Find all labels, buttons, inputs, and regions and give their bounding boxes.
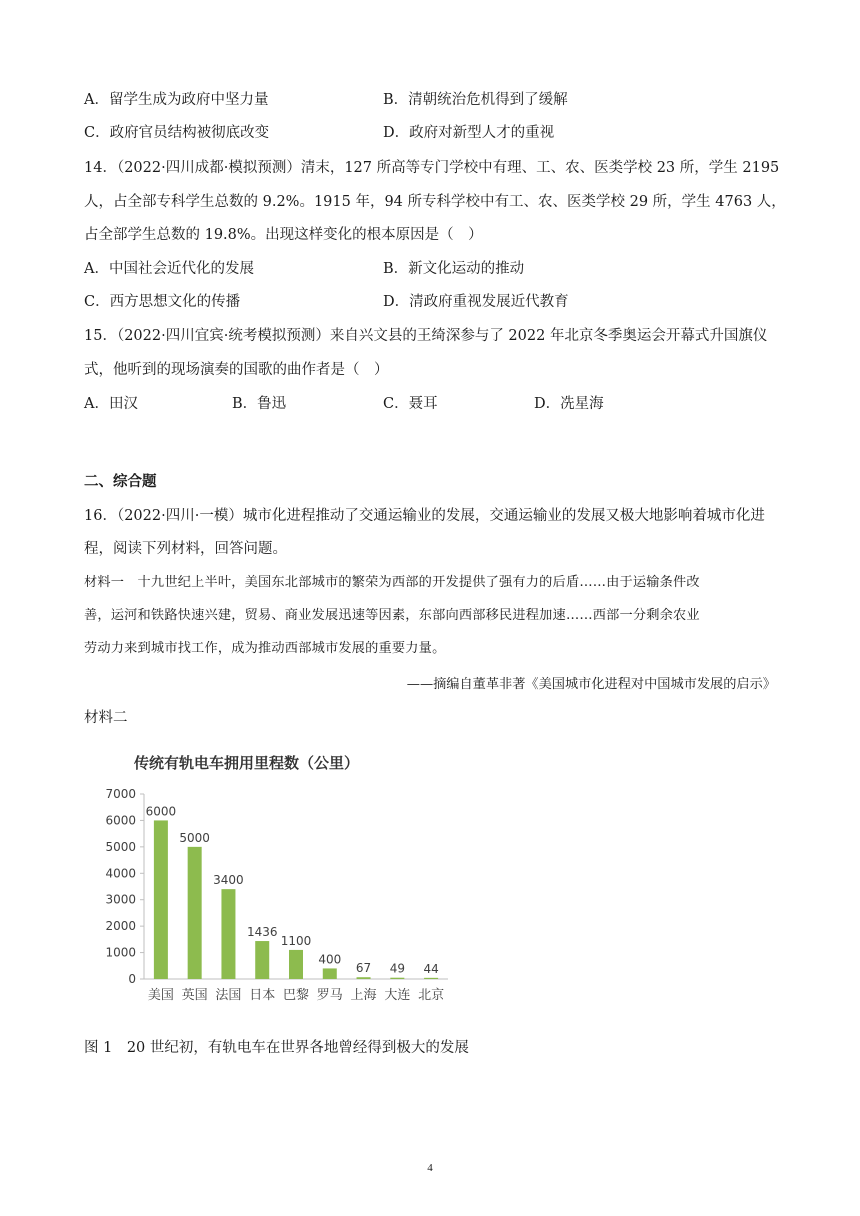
- q14-option-b: B．新文化运动的推动: [383, 261, 525, 277]
- q15-option-b: B．鲁迅: [232, 396, 287, 412]
- section-title: 二、综合题: [84, 473, 157, 490]
- q13-option-b: B．清朝统治危机得到了缓解: [383, 92, 568, 108]
- bar: [188, 847, 202, 979]
- bar: [221, 889, 235, 979]
- q15-option-a: A．田汉: [84, 396, 138, 412]
- bar: [154, 820, 168, 979]
- q14-stem-line1: 14．（2022·四川成都·模拟预测）清末，127 所高等专门学校中有理、工、农、医类学校 23 所，学生 2195: [84, 160, 780, 176]
- x-category-label: 罗马: [316, 988, 343, 1003]
- y-tick-label: 1000: [105, 945, 136, 960]
- x-category-label: 美国: [147, 988, 174, 1003]
- y-tick-label: 3000: [105, 892, 136, 907]
- q14-stem-line3: 占全部学生总数的 19.8%。出现这样变化的根本原因是（ ）: [84, 227, 483, 243]
- q15-stem-line2: 式，他听到的现场演奏的国歌的曲作者是（ ）: [84, 362, 389, 378]
- material2-label: 材料二: [84, 710, 128, 726]
- material1-line1: 材料一 十九世纪上半叶，美国东北部城市的繁荣为西部的开发提供了强有力的后盾……由于运输条件改: [84, 575, 700, 590]
- bar: [289, 950, 303, 979]
- x-category-label: 北京: [418, 988, 445, 1003]
- page-number: 4: [427, 1162, 433, 1174]
- q13-option-d: D．政府对新型人才的重视: [383, 125, 555, 141]
- q16-stem-line2: 程，阅读下列材料，回答问题。: [84, 541, 287, 557]
- bar-value-label: 67: [355, 961, 372, 976]
- bar: [357, 977, 371, 979]
- bar: [323, 968, 337, 979]
- q13-option-a: A．留学生成为政府中坚力量: [84, 92, 269, 108]
- x-category-label: 英国: [181, 988, 208, 1003]
- q14-stem-line2: 人，占全部专科学生总数的 9.2%。1915 年，94 所专科学校中有工、农、医类学校 29 所，学生 4763 人，: [84, 194, 786, 210]
- bar-value-label: 49: [389, 961, 405, 976]
- x-category-label: 大连: [384, 988, 411, 1003]
- q16-stem-line1: 16．（2022·四川·一模）城市化进程推动了交通运输业的发展，交通运输业的发展又极大地影响着城市化进: [84, 508, 765, 524]
- x-category-label: 上海: [350, 988, 377, 1003]
- bar-value-label: 3400: [213, 873, 244, 888]
- x-category-label: 巴黎: [282, 988, 310, 1003]
- material1-line2: 善，运河和铁路快速兴建，贸易、商业发展迅速等因素，东部向西部移民进程加速……西部一分剩余农业: [84, 608, 700, 623]
- q13-option-c: C．政府官员结构被彻底改变: [84, 125, 270, 141]
- bar-value-label: 5000: [179, 830, 210, 845]
- bar-value-label: 44: [423, 961, 439, 976]
- bar-value-label: 1100: [280, 933, 312, 948]
- material1-source: ——摘编自董革非著《美国城市化进程对中国城市发展的启示》: [406, 677, 776, 692]
- bar: [390, 978, 404, 979]
- chart-bars: [146, 804, 445, 1003]
- q15-option-d: D．冼星海: [534, 396, 604, 412]
- q15-stem-line1: 15．（2022·四川宜宾·统考模拟预测）来自兴文县的王绮深参与了 2022 年北京冬季奥运会开幕式升国旗仪: [84, 328, 768, 344]
- y-tick-label: 5000: [105, 839, 136, 854]
- bar: [255, 941, 269, 979]
- bar: [424, 978, 438, 979]
- x-category-label: 法国: [215, 988, 242, 1003]
- q14-option-c: C．西方思想文化的传播: [84, 294, 241, 310]
- x-category-label: 日本: [249, 988, 276, 1003]
- y-tick-label: 0: [128, 972, 136, 986]
- tram-mileage-bar-chart: [84, 744, 464, 1014]
- bar-value-label: 1436: [246, 925, 278, 940]
- figure-caption: 图 1 20 世纪初，有轨电车在世界各地曾经得到极大的发展: [84, 1040, 469, 1056]
- y-tick-label: 6000: [105, 813, 136, 828]
- chart-title: 传统有轨电车拥用里程数（公里）: [134, 754, 360, 772]
- q14-option-a: A．中国社会近代化的发展: [84, 261, 254, 277]
- material1-line3: 劳动力来到城市找工作，成为推动西部城市发展的重要力量。: [84, 641, 446, 656]
- bar-value-label: 6000: [145, 804, 177, 819]
- y-tick-label: 2000: [105, 919, 136, 934]
- y-tick-label: 4000: [105, 866, 136, 881]
- y-tick-label: 7000: [105, 787, 136, 801]
- q15-option-c: C．聂耳: [383, 396, 438, 412]
- q14-option-d: D．清政府重视发展近代教育: [383, 294, 569, 310]
- bar-value-label: 400: [318, 952, 342, 967]
